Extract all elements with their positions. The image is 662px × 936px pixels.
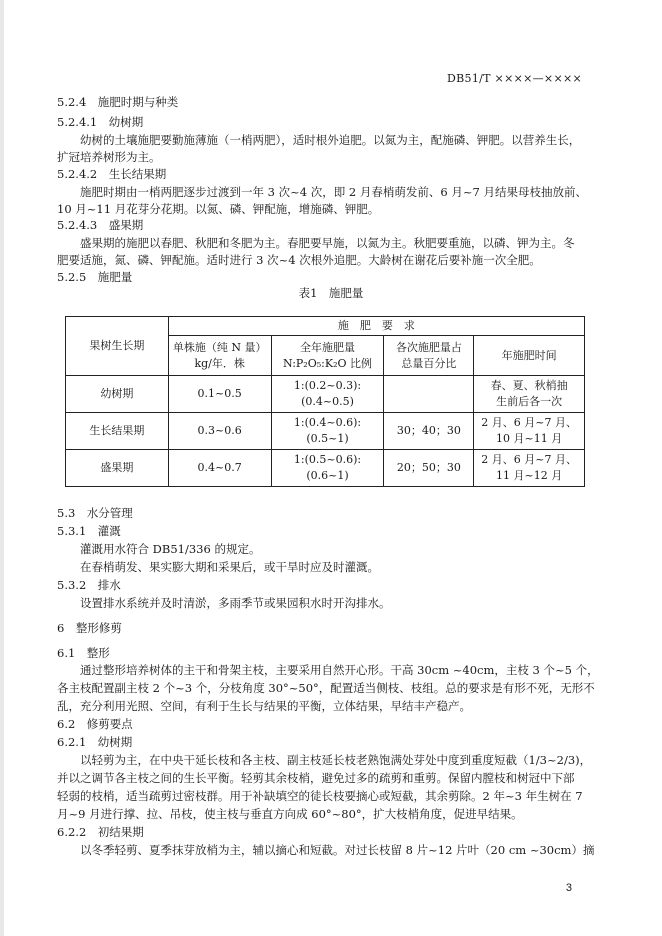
fertilizer-table (65, 316, 585, 487)
section-heading-5-2-4-1: 5.2.4.1 幼树期 (57, 115, 144, 129)
section-heading-5-2-5: 5.2.5 施肥量 (57, 270, 133, 284)
paragraph-line: 在春梢萌发、果实膨大期和采果后，或干旱时应及时灌溉。 (80, 560, 379, 574)
paragraph-line: 盛果期的施肥以春肥、秋肥和冬肥为主。春肥要早施，以氮为主。秋肥要重施，以磷、钾为主。冬 (80, 236, 575, 250)
paragraph-line: 各主枝配置副主枝 2 个~3 个，分枝角度 30°~50°，配置适当侧枝、枝组。总的要求是有形不死，无形不 (57, 681, 595, 695)
paragraph-line: 肥要适施，氮、磷、钾配施。适时进行 3 次~4 次根外追肥。大龄树在谢花后要补施一次全肥。 (57, 253, 541, 267)
section-heading-6: 6 整形修剪 (57, 621, 122, 635)
section-heading-5-2-4: 5.2.4 施肥时期与种类 (57, 95, 179, 109)
header-growth-stage: 果树生长期 (66, 317, 169, 376)
header-ratio: 全年施肥量 N:P₂O₅:K₂O 比例 (271, 336, 384, 376)
header-group: 施 肥 要 求 (168, 317, 584, 336)
paragraph-line: 通过整形培养树体的主干和骨架主枝，主要采用自然开心形。干高 30cm ~40cm，主枝 3 个~5 个， (80, 663, 599, 677)
paragraph-line: 以冬季轻剪、夏季抹芽放梢为主，辅以摘心和短截。对过长枝留 8 片~12 片叶（20 cm ~30cm）摘 (80, 843, 595, 857)
paragraph-line: 轻弱的枝梢，适当疏剪过密枝群。用于补缺填空的徒长枝要摘心或短截，其余剪除。2 年~3 年生树在 7 (57, 789, 583, 803)
table-row: 生长结果期 0.3~0.6 1:(0.4~0.6):(0.5~1) 30；40；30 2 月、6 月~7 月、 10 月~11 月 (66, 413, 585, 450)
paragraph-line: 幼树的土壤施肥要勤施薄施（一梢两肥），适时根外追肥。以氮为主，配施磷、钾肥。以营养生长， (80, 133, 581, 147)
section-heading-5-3-2: 5.3.2 排水 (57, 578, 121, 592)
header-amount: 单株施（纯 N 量） kg/年．株 (168, 336, 271, 376)
paragraph-line: 并以之调节各主枝之间的生长平衡。轻剪其余枝梢，避免过多的疏剪和重剪。保留内膛枝和树冠中下部 (57, 771, 575, 785)
paragraph-line: 月~9 月进行撑、拉、吊枝，使主枝与垂直方向成 60°~80°，扩大枝梢角度，促进早结果。 (57, 807, 523, 821)
paragraph-line: 施肥时期由一梢两肥逐步过渡到一年 3 次~4 次，即 2 月春梢萌发前、6 月~7 月结果母枝抽放前、 (80, 185, 587, 199)
paragraph-line: 扩冠培养树形为主。 (57, 150, 161, 164)
section-heading-6-2-1: 6.2.1 幼树期 (57, 735, 133, 749)
table-caption: 表1 施肥量 (298, 286, 364, 300)
header-percent: 各次施肥量占 总量百分比 (384, 336, 474, 376)
section-heading-5-3-1: 5.3.1 灌溉 (57, 524, 121, 538)
header-time: 年施肥时间 (474, 336, 585, 376)
table-row: 幼树期 0.1~0.5 1:(0.2~0.3):(0.4~0.5) 春、夏、秋梢抽 生前后各一次 (66, 376, 585, 413)
section-heading-5-3: 5.3 水分管理 (57, 506, 133, 520)
paragraph-line: 灌溉用水符合 DB51/336 的规定。 (80, 542, 261, 556)
table-row: 盛果期 0.4~0.7 1:(0.5~0.6):(0.6~1) 20；50；30 2 月、6 月~7 月、 11 月~12 月 (66, 450, 585, 487)
section-heading-6-2-2: 6.2.2 初结果期 (57, 825, 144, 839)
section-heading-6-2: 6.2 修剪要点 (57, 717, 133, 731)
paragraph-line: 设置排水系统并及时清淤，多雨季节或果园积水时开沟排水。 (80, 596, 391, 610)
section-heading-6-1: 6.1 整形 (57, 646, 110, 660)
page-number: 3 (565, 882, 572, 894)
paragraph-line: 10 月~11 月花芽分花期。以氮、磷、钾配施，增施磷、钾肥。 (57, 202, 380, 216)
paragraph-line: 以轻剪为主，在中央干延长枝和各主枝、副主枝延长枝老熟饱满处芽处中度到重度短截（1/3~2/3)， (80, 753, 592, 767)
paragraph-line: 乱，充分利用光照、空间，有利于生长与结果的平衡，立体结果，早结丰产稳产。 (57, 699, 471, 713)
section-heading-5-2-4-2: 5.2.4.2 生长结果期 (57, 167, 167, 181)
section-heading-5-2-4-3: 5.2.4.3 盛果期 (57, 218, 144, 232)
standard-code: DB51/T ××××—×××× (447, 72, 582, 85)
scan-edge (0, 0, 4, 936)
